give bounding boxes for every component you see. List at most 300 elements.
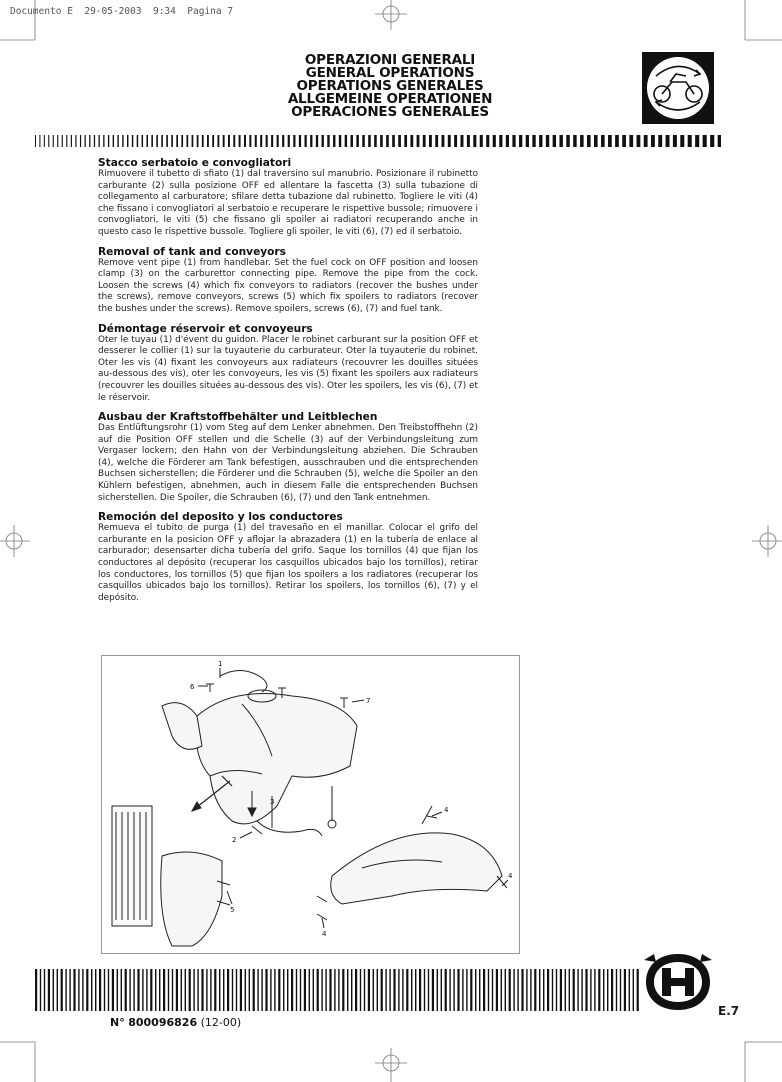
tick-mark xyxy=(304,135,306,147)
barcode-bar xyxy=(385,969,386,1011)
barcode-bar xyxy=(539,969,540,1011)
barcode-bar xyxy=(125,969,127,1011)
barcode-bar xyxy=(611,969,613,1011)
barcode-bar xyxy=(133,969,134,1011)
barcode-bar xyxy=(185,969,186,1011)
tick-mark xyxy=(151,135,153,147)
barcode-bar xyxy=(270,969,271,1011)
barcode-bar xyxy=(526,969,527,1011)
tick-mark xyxy=(322,135,324,147)
barcode-bar xyxy=(573,969,575,1011)
tick-mark xyxy=(192,135,194,147)
section-spanish xyxy=(98,511,478,604)
barcode-bar xyxy=(441,969,442,1011)
tick-mark xyxy=(117,135,118,147)
tick-mark xyxy=(695,135,699,147)
tick-mark xyxy=(392,135,395,147)
barcode-bar xyxy=(581,969,582,1011)
section-title: Removal of tank and conveyors xyxy=(98,245,286,258)
barcode-bar xyxy=(360,969,361,1011)
tick-mark xyxy=(181,135,183,147)
barcode-bar xyxy=(381,969,383,1011)
barcode-bar xyxy=(552,969,553,1011)
tick-mark xyxy=(122,135,123,147)
barcode-bar xyxy=(629,969,630,1011)
barcode-bar xyxy=(445,969,447,1011)
barcode-bar xyxy=(607,969,608,1011)
barcode-bar xyxy=(245,969,246,1011)
barcode-bar xyxy=(513,969,514,1011)
barcode-bar xyxy=(462,969,463,1011)
barcode-bar xyxy=(291,969,293,1011)
tick-mark xyxy=(486,135,489,147)
tick-mark xyxy=(310,135,312,147)
barcode-strip xyxy=(35,969,641,1011)
tick-mark xyxy=(429,135,432,147)
tick-mark xyxy=(718,135,721,147)
barcode-bar xyxy=(168,969,169,1011)
barcode-bar xyxy=(501,969,502,1011)
tick-mark xyxy=(223,135,225,147)
barcode-bar xyxy=(304,969,306,1011)
tick-mark xyxy=(161,135,163,147)
barcode-bar xyxy=(137,969,139,1011)
barcode-bar xyxy=(483,969,485,1011)
tick-mark xyxy=(374,135,377,147)
callout-2: 2 xyxy=(232,836,237,844)
tick-mark xyxy=(601,135,605,147)
print-header: Documento E 29-05-2003 9:34 Pagina 7 xyxy=(10,6,234,17)
barcode-bar xyxy=(317,969,319,1011)
instructions-content xyxy=(98,157,478,611)
barcode-bar xyxy=(543,969,544,1011)
tick-mark xyxy=(532,135,535,147)
barcode-bar xyxy=(475,969,476,1011)
barcode-bar xyxy=(201,969,203,1011)
barcode-bar xyxy=(509,969,511,1011)
barcode-bar xyxy=(347,969,348,1011)
tick-mark xyxy=(244,135,246,147)
tick-mark xyxy=(48,135,49,147)
tick-mark xyxy=(380,135,383,147)
barcode-bar xyxy=(633,969,634,1011)
barcode-bar xyxy=(517,969,518,1011)
barcode-bar xyxy=(253,969,255,1011)
section-body: Oter le tuyau (1) d'évent du guidon. Placer le robinet carburant sur la position OFF et desserer le collier (1) sur la tuyauterie du carburateur. Oter la tuyauterie du robinet. Oter les vis (4) fixant les convoyeurs aux radiateurs (recouvrer les douilles situées au-dessous des vis), oter les convoyeurs, les vis (5) fixant les spoilers aux radiateurs (recouvrer les douilles situées au-dessous des vis). Oter les spoilers, les vis (6), (7) et le réservoir. xyxy=(98,334,478,403)
title-es: OPERACIONES GENERALES xyxy=(291,104,489,120)
barcode-bar xyxy=(91,969,92,1011)
barcode-bar xyxy=(406,969,408,1011)
tick-mark xyxy=(615,135,619,147)
tick-mark xyxy=(710,135,714,147)
tick-mark xyxy=(271,135,273,147)
barcode-bar xyxy=(159,969,160,1011)
barcode-bar xyxy=(342,969,344,1011)
barcode-bar xyxy=(278,969,280,1011)
tick-mark xyxy=(127,135,128,147)
page-code: E.7 xyxy=(718,1004,740,1018)
barcode-bar xyxy=(232,969,233,1011)
barcode-bar xyxy=(142,969,143,1011)
tick-mark xyxy=(680,135,684,147)
tank-diagram-illustration xyxy=(102,656,519,953)
barcode-bar xyxy=(40,969,41,1011)
section-title: Démontage réservoir et convoyeurs xyxy=(98,322,313,335)
tick-mark xyxy=(85,135,86,147)
barcode-bar xyxy=(129,969,130,1011)
barcode-bar xyxy=(496,969,498,1011)
tick-mark xyxy=(217,135,219,147)
callout-6: 6 xyxy=(190,683,195,691)
callout-3: 3 xyxy=(270,798,275,806)
tick-mark xyxy=(594,135,598,147)
tick-mark xyxy=(506,135,509,147)
tick-mark xyxy=(398,135,401,147)
tick-mark xyxy=(566,135,569,147)
tick-mark xyxy=(448,135,451,147)
barcode-bar xyxy=(432,969,434,1011)
barcode-bar xyxy=(585,969,587,1011)
tick-mark xyxy=(137,135,138,147)
barcode-bar xyxy=(78,969,79,1011)
barcode-bar xyxy=(428,969,429,1011)
section-body: Remove vent pipe (1) from handlebar. Set the fuel cock on OFF position and loosen clamp (3) on the carburettor connecting pipe. Remove the pipe from the cock. Loosen the screws (4) which fix conveyors to radiators (recover the bushes under the screws), remove conveyors, screws (5) which fix spoilers to radiators (recover the bushes under the screws). Remove spoilers, screws (6), (7) and fuel tank. xyxy=(98,257,478,314)
barcode-bar xyxy=(73,969,75,1011)
barcode-bar xyxy=(338,969,339,1011)
tick-mark xyxy=(255,135,257,147)
barcode-bar xyxy=(534,969,536,1011)
barcode-bar xyxy=(69,969,70,1011)
barcode-bar xyxy=(616,969,617,1011)
tick-mark xyxy=(176,135,178,147)
tick-mark xyxy=(417,135,420,147)
barcode-bar xyxy=(296,969,297,1011)
barcode-bar xyxy=(488,969,489,1011)
barcode-bar xyxy=(505,969,506,1011)
tick-mark xyxy=(637,135,641,147)
barcode-bar xyxy=(449,969,450,1011)
barcode-bar xyxy=(57,969,58,1011)
tick-mark xyxy=(546,135,549,147)
barcode-bar xyxy=(150,969,152,1011)
brand-logo-icon xyxy=(640,950,716,1014)
section-english xyxy=(98,246,478,316)
barcode-bar xyxy=(637,969,639,1011)
tick-mark xyxy=(113,135,114,147)
barcode-bar xyxy=(48,969,50,1011)
barcode-bar xyxy=(236,969,237,1011)
section-german xyxy=(98,411,478,504)
section-body: Rimuovere il tubetto di sfiato (1) dal traversino sul manubrio. Posizionare il rubinetto carburante (2) sulla posizione OFF ed allentare la fascetta (3) sulla tubazione di collegamento al carburatore; sfilare detta tubazione dal rubinetto. Togliere le viti (4) che fissano i convogliatori al serbatoio e recuperare le rispettive bussole; rimuovere i convogliatori, le viti (5) che fissano gli spoiler ai radiatori recuperando anche in questo caso le rispettive bussole. Togliere gli spoiler, le viti (6), (7) ed il serbatoio. xyxy=(98,169,478,237)
barcode-bar xyxy=(419,969,421,1011)
tick-mark xyxy=(146,135,148,147)
tick-mark xyxy=(350,135,352,147)
section-french xyxy=(98,323,478,405)
tick-mark xyxy=(442,135,445,147)
title-de: ALLGEMEINE OPERATIONEN xyxy=(287,91,493,107)
tick-mark xyxy=(207,135,209,147)
barcode-bar xyxy=(368,969,370,1011)
part-number xyxy=(110,1016,241,1029)
barcode-bar xyxy=(53,969,54,1011)
tick-mark xyxy=(410,135,413,147)
barcode-bar xyxy=(565,969,566,1011)
tick-mark xyxy=(166,135,168,147)
section-italian xyxy=(98,157,478,239)
barcode-bar xyxy=(261,969,262,1011)
barcode-bar xyxy=(112,969,114,1011)
tick-mark xyxy=(493,135,496,147)
tick-mark xyxy=(239,135,241,147)
barcode-bar xyxy=(104,969,105,1011)
tick-mark xyxy=(539,135,542,147)
barcode-bar xyxy=(108,969,109,1011)
tick-mark xyxy=(39,135,40,147)
section-body: Das Entlüftungsrohr (1) vom Steg auf dem Lenker abnehmen. Den Treibstoffhehn (2) auf die Position OFF stellen und die Schelle (3) auf der Verbindungsleitung zum Vergaser lockern; den Hahn von der Verbindungsleitung abziehen. Die Schrauben (4), welche die Förderer am Tank befestigen, ausschrauben und die entsprechenden Buchsen sicherstellen; die Förderer und die Schrauben (5), welche die Spoiler an den Kühlern befestigen, abnehmen, auch in diesem Falle die entsprechenden Buchsen sicherstellen. Die Spoiler, die Schrauben (6), (7) und den Tank entnehmen. xyxy=(98,423,478,503)
tick-mark xyxy=(526,135,529,147)
tick-mark xyxy=(142,135,143,147)
tick-mark xyxy=(249,135,251,147)
barcode-bar xyxy=(189,969,191,1011)
barcode-bar xyxy=(210,969,211,1011)
section-title: Remoción del deposito y los conductores xyxy=(98,511,343,524)
barcode-bar xyxy=(214,969,216,1011)
tick-mark xyxy=(580,135,584,147)
tick-mark xyxy=(608,135,612,147)
barcode-bar xyxy=(569,969,570,1011)
barcode-bar xyxy=(257,969,258,1011)
tick-mark xyxy=(356,135,358,147)
barcode-bar xyxy=(603,969,604,1011)
tick-mark xyxy=(35,135,36,147)
title-en: GENERAL OPERATIONS xyxy=(305,65,475,81)
barcode-bar xyxy=(65,969,66,1011)
tick-mark xyxy=(66,135,67,147)
barcode-bar xyxy=(193,969,194,1011)
barcode-bar xyxy=(163,969,165,1011)
tick-mark xyxy=(89,135,90,147)
tick-mark xyxy=(519,135,522,147)
tick-mark xyxy=(94,135,95,147)
barcode-bar xyxy=(411,969,412,1011)
tick-mark xyxy=(266,135,268,147)
barcode-bar xyxy=(176,969,178,1011)
section-title: Ausbau der Kraftstoffbehälter und Leitblechen xyxy=(98,411,378,424)
tick-mark xyxy=(644,135,648,147)
barcode-bar xyxy=(309,969,310,1011)
barcode-bar xyxy=(206,969,207,1011)
section-title: Stacco serbatoio e convogliatori xyxy=(98,157,292,169)
barcode-bar xyxy=(530,969,531,1011)
tick-mark xyxy=(622,135,626,147)
barcode-bar xyxy=(594,969,595,1011)
exploded-diagram xyxy=(101,655,520,954)
callout-7: 7 xyxy=(366,697,371,705)
tick-mark xyxy=(288,135,290,147)
barcode-bar xyxy=(577,969,578,1011)
barcode-bar xyxy=(249,969,250,1011)
barcode-bar xyxy=(283,969,284,1011)
callout-5: 5 xyxy=(230,906,235,914)
barcode-bar xyxy=(223,969,224,1011)
barcode-bar xyxy=(598,969,600,1011)
barcode-bar xyxy=(99,969,101,1011)
callout-4-top: 4 xyxy=(444,806,449,814)
tick-mark xyxy=(282,135,284,147)
barcode-bar xyxy=(364,969,365,1011)
tick-mark xyxy=(673,135,677,147)
title-fr: OPERATIONS GENERALES xyxy=(296,78,484,94)
tick-mark xyxy=(345,135,347,147)
tick-mark xyxy=(171,135,173,147)
barcode-bar xyxy=(437,969,438,1011)
barcode-bar xyxy=(329,969,331,1011)
barcode-bar xyxy=(82,969,83,1011)
tick-mark xyxy=(467,135,470,147)
barcode-bar xyxy=(325,969,326,1011)
barcode-bar xyxy=(424,969,425,1011)
tick-mark xyxy=(454,135,457,147)
title-it: OPERAZIONI GENERALI xyxy=(304,52,476,68)
barcode-bar xyxy=(466,969,467,1011)
tick-mark xyxy=(333,135,335,147)
barcode-bar xyxy=(121,969,122,1011)
tick-mark xyxy=(573,135,577,147)
barcode-bar xyxy=(457,969,459,1011)
barcode-bar xyxy=(453,969,454,1011)
tick-mark xyxy=(435,135,438,147)
tick-mark xyxy=(512,135,515,147)
tick-mark xyxy=(666,135,670,147)
barcode-bar xyxy=(393,969,395,1011)
barcode-bar xyxy=(492,969,493,1011)
tick-mark xyxy=(299,135,301,147)
callout-4-right: 4 xyxy=(508,872,513,880)
barcode-bar xyxy=(321,969,322,1011)
barcode-bar xyxy=(274,969,275,1011)
barcode-bar xyxy=(287,969,288,1011)
barcode-bar xyxy=(172,969,173,1011)
callout-1: 1 xyxy=(218,660,223,668)
tick-mark xyxy=(108,135,109,147)
tick-mark xyxy=(480,135,483,147)
barcode-bar xyxy=(590,969,591,1011)
barcode-bar xyxy=(300,969,301,1011)
barcode-bar xyxy=(146,969,147,1011)
tick-mark xyxy=(327,135,329,147)
tick-mark xyxy=(132,135,133,147)
tick-mark xyxy=(80,135,81,147)
tick-mark xyxy=(553,135,556,147)
barcode-bar xyxy=(415,969,416,1011)
barcode-bar xyxy=(313,969,314,1011)
section-body: Remueva el tubito de purga (1) del travesaño en el manillar. Colocar el grifo del carburante en la posicion OFF y aflojar la abrazadera (1) en la tubería de enlace al carburador; desensarter dicha tubería del grifo. Saque los tornillos (4) que fijan los conductores al depósito (recuperar los casquillos ubicados bajo los tornillos), retirar los conductores, los tornillos (5) que fijan los spoilers a los radiatores (recuperar los casquillos ubicados bajo los tornillos). Retirar los spoilers, los tornillos (6), (7) y el depósito. xyxy=(98,523,478,603)
barcode-bar xyxy=(61,969,63,1011)
tick-mark xyxy=(587,135,591,147)
tick-mark xyxy=(103,135,104,147)
tick-mark xyxy=(499,135,502,147)
tick-mark xyxy=(62,135,63,147)
barcode-bar xyxy=(373,969,374,1011)
barcode-bar xyxy=(227,969,229,1011)
tick-mark xyxy=(339,135,341,147)
tick-mark xyxy=(423,135,426,147)
barcode-bar xyxy=(117,969,118,1011)
part-prefix: N° xyxy=(110,1016,125,1029)
barcode-bar xyxy=(95,969,96,1011)
barcode-bar xyxy=(265,969,267,1011)
tick-mark xyxy=(688,135,692,147)
barcode-bar xyxy=(219,969,220,1011)
barcode-bar xyxy=(402,969,403,1011)
barcode-bar xyxy=(86,969,88,1011)
tick-mark xyxy=(316,135,318,147)
tick-mark xyxy=(460,135,463,147)
tick-mark xyxy=(202,135,204,147)
barcode-bar xyxy=(351,969,352,1011)
barcode-bar xyxy=(624,969,626,1011)
tick-mark xyxy=(186,135,188,147)
tick-mark xyxy=(212,135,214,147)
tick-mark xyxy=(703,135,707,147)
tick-mark xyxy=(559,135,562,147)
tick-mark xyxy=(53,135,54,147)
barcode-bar xyxy=(547,969,549,1011)
tick-mark xyxy=(156,135,158,147)
tick-mark xyxy=(386,135,389,147)
tick-mark xyxy=(473,135,476,147)
barcode-bar xyxy=(35,969,37,1011)
barcode-bar xyxy=(197,969,198,1011)
barcode-bar xyxy=(44,969,45,1011)
tick-mark xyxy=(71,135,72,147)
tick-mark xyxy=(260,135,262,147)
barcode-bar xyxy=(389,969,390,1011)
barcode-bar xyxy=(560,969,562,1011)
barcode-bar xyxy=(155,969,156,1011)
part-date: (12-00) xyxy=(200,1016,242,1029)
barcode-bar xyxy=(334,969,335,1011)
callout-4-bottom: 4 xyxy=(322,930,327,938)
tick-mark xyxy=(233,135,235,147)
tick-mark xyxy=(362,135,365,147)
barcode-bar xyxy=(556,969,557,1011)
section-titles xyxy=(200,54,580,119)
tick-mark xyxy=(99,135,100,147)
chapter-emblem-icon xyxy=(642,52,714,124)
tick-mark xyxy=(57,135,58,147)
barcode-bar xyxy=(398,969,399,1011)
barcode-bar xyxy=(377,969,378,1011)
tick-mark xyxy=(651,135,655,147)
barcode-bar xyxy=(181,969,182,1011)
tick-separator xyxy=(35,135,721,147)
tick-mark xyxy=(404,135,407,147)
tick-mark xyxy=(368,135,371,147)
tick-mark xyxy=(228,135,230,147)
tick-mark xyxy=(197,135,199,147)
barcode-bar xyxy=(479,969,480,1011)
tick-mark xyxy=(44,135,45,147)
tick-mark xyxy=(75,135,76,147)
tick-mark xyxy=(629,135,633,147)
barcode-bar xyxy=(470,969,472,1011)
tick-mark xyxy=(277,135,279,147)
barcode-bar xyxy=(240,969,242,1011)
tick-mark xyxy=(293,135,295,147)
part-number-value: 800096826 xyxy=(128,1016,198,1029)
tick-mark xyxy=(658,135,662,147)
